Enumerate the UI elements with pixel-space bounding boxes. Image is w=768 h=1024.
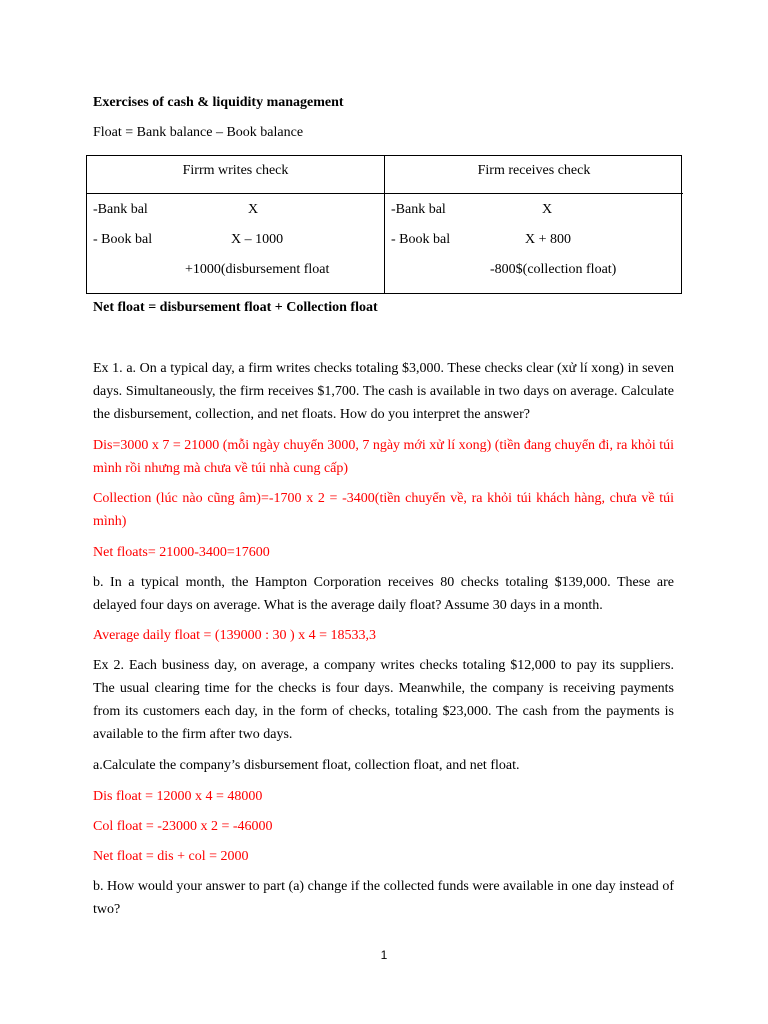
collection-float-value: -800$(collection float): [490, 262, 617, 277]
net-float-rule: Net float = disbursement float + Collection float: [93, 300, 378, 315]
writes-bank-bal-value: X: [248, 202, 259, 217]
table-column-firm-writes: [87, 156, 385, 293]
ex1b-answer: Average daily float = (139000 : 30 ) x 4 = 18533,3: [93, 628, 377, 643]
float-formula: Float = Bank balance – Book balance: [93, 125, 304, 140]
receives-book-bal-value: X + 800: [525, 232, 572, 247]
ex1a-net-answer: Net floats= 21000-3400=17600: [93, 545, 270, 560]
ex2-question: Ex 2. Each business day, on average, a company writes checks totaling $12,000 to pay its suppliers. The usual clearing time for the checks is four days. Meanwhile, the company is receiving payments from its customers each day, in the form of checks, totaling $23,000. The cash from the payments is available to the firm after two days.: [93, 658, 674, 742]
writes-book-bal-value: X – 1000: [231, 232, 284, 247]
ex1a-disbursement-answer: Dis=3000 x 7 = 21000 (mỗi ngày chuyển 3000, 7 ngày mới xử lí xong) (tiền đang chuyển đi, ra khỏi túi mình rồi nhưng mà chưa về túi nhà cung cấp): [93, 438, 674, 476]
receives-bank-bal-value: X: [542, 202, 553, 217]
ex2a-net-answer: Net float = dis + col = 2000: [93, 849, 249, 864]
writes-book-bal-label: - Book bal: [93, 232, 153, 247]
receives-bank-bal-label: -Bank bal: [391, 202, 446, 217]
float-table: [86, 155, 682, 294]
ex2a-disbursement-answer: Dis float = 12000 x 4 = 48000: [93, 789, 263, 804]
ex1a-collection-answer: Collection (lúc nào cũng âm)=-1700 x 2 = -3400(tiền chuyển về, ra khỏi túi khách hàng, chưa về túi mình): [93, 491, 674, 529]
document-title: Exercises of cash & liquidity management: [93, 95, 344, 110]
ex2a-question: a.Calculate the company’s disbursement float, collection float, and net float.: [93, 758, 520, 773]
disbursement-float-value: +1000(disbursement float: [185, 262, 330, 277]
table-header-receives: Firm receives check: [385, 156, 683, 194]
page-number: 1: [380, 948, 388, 962]
receives-book-bal-label: - Book bal: [391, 232, 451, 247]
table-column-firm-receives: [385, 156, 683, 293]
ex2b-question: b. How would your answer to part (a) change if the collected funds were available in one day instead of two?: [93, 879, 674, 917]
ex2a-collection-answer: Col float = -23000 x 2 = -46000: [93, 819, 273, 834]
ex1b-question: b. In a typical month, the Hampton Corporation receives 80 checks totaling $139,000. These are delayed four days on average. What is the average daily float? Assume 30 days in a month.: [93, 575, 674, 613]
table-header-writes: Firrm writes check: [87, 156, 384, 194]
ex1a-question: Ex 1. a. On a typical day, a firm writes checks totaling $3,000. These checks clear (xử lí xong) in seven days. Simultaneously, the firm receives $1,700. The cash is available in two days on average. Calculate the disbursement, collection, and net floats. How do you interpret the answer?: [93, 361, 674, 422]
writes-bank-bal-label: -Bank bal: [93, 202, 148, 217]
